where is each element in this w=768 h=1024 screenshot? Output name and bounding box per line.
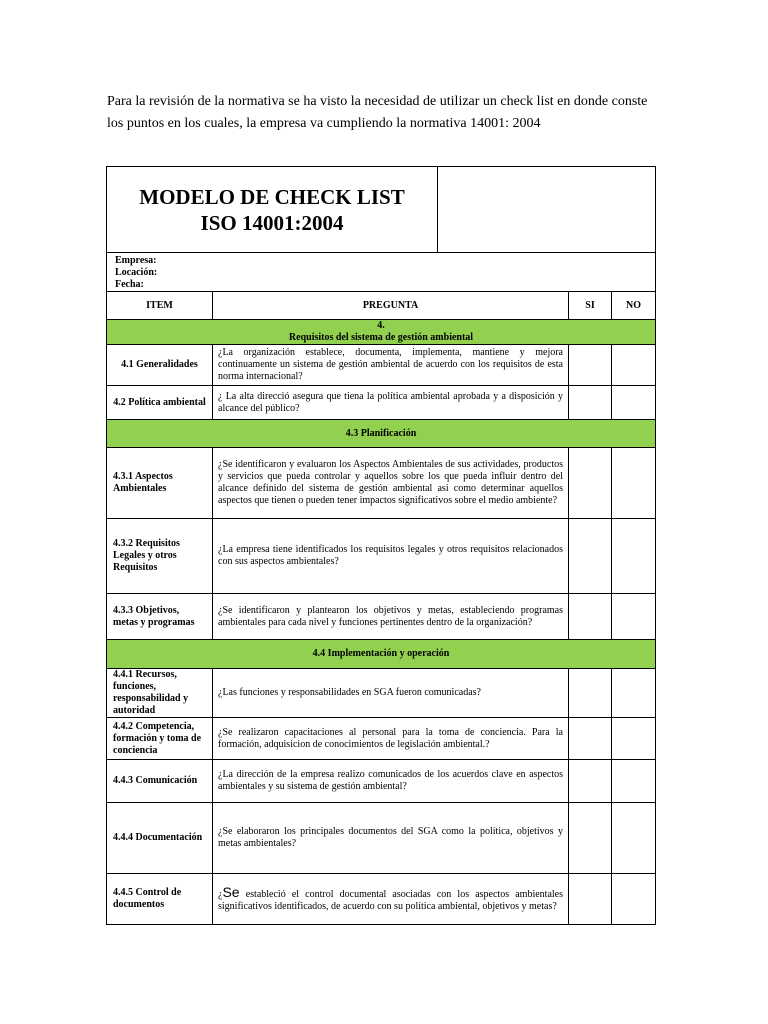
question-prefix: ¿ xyxy=(218,888,223,900)
si-answer-cell[interactable] xyxy=(569,594,612,639)
row-question: ¿Se elaboraron los principales documentos del SGA como la política, objetivos y metas ambientales? xyxy=(213,803,569,873)
table-row xyxy=(107,669,655,718)
empresa-label: Empresa: xyxy=(115,255,157,266)
row-item: 4.4.4 Documentación xyxy=(107,803,213,873)
table-header-block xyxy=(107,167,655,253)
row-item: 4.1 Generalidades xyxy=(107,345,213,385)
column-header-row xyxy=(107,292,655,320)
row-item: 4.4.3 Comunicación xyxy=(107,760,213,802)
locacion-label: Locación: xyxy=(115,267,158,278)
row-item: 4.3.1 Aspectos Ambientales xyxy=(107,448,213,518)
question-big-word: Se xyxy=(222,883,240,900)
row-question: ¿La organización establece, documenta, implementa, mantiene y mejora continuamente un sistema de gestión ambiental de acuerdo con los requisitos de esta norma internacional? xyxy=(213,345,569,385)
table-row xyxy=(107,718,655,760)
si-answer-cell[interactable] xyxy=(569,874,612,924)
section-title: Requisitos del sistema de gestión ambiental xyxy=(288,332,474,343)
table-row xyxy=(107,519,655,594)
si-answer-cell[interactable] xyxy=(569,760,612,802)
section-header xyxy=(107,320,655,345)
question-rest: estableció el control documental asociadas con los aspectos ambientales significativos identificados, de acuerdo con su política ambiental, objetivos y metas? xyxy=(218,888,563,912)
si-answer-cell[interactable] xyxy=(569,448,612,518)
si-answer-cell[interactable] xyxy=(569,519,612,593)
col-pregunta-header: PREGUNTA xyxy=(213,292,569,319)
no-answer-cell[interactable] xyxy=(612,718,655,759)
section-title: 4.4 Implementación y operación xyxy=(312,648,450,659)
table-row xyxy=(107,760,655,803)
no-answer-cell[interactable] xyxy=(612,594,655,639)
row-question xyxy=(213,874,569,924)
row-question: ¿Se identificaron y plantearon los objetivos y metas, estableciendo programas ambientales para cada nivel y funciones pertinentes dentro de la organización? xyxy=(213,594,569,639)
section-header xyxy=(107,640,655,669)
col-item-header: ITEM xyxy=(107,292,213,319)
table-row xyxy=(107,594,655,640)
si-answer-cell[interactable] xyxy=(569,803,612,873)
no-answer-cell[interactable] xyxy=(612,345,655,385)
intro-paragraph: Para la revisión de la normativa se ha visto la necesidad de utilizar un check list en donde conste los puntos en los cuales, la empresa va cumpliendo la normativa 14001: 2004 xyxy=(107,94,648,131)
row-item: 4.3.2 Requisitos Legales y otros Requisitos xyxy=(107,519,213,593)
col-si-header: SI xyxy=(569,292,612,319)
row-item: 4.3.3 Objetivos, metas y programas xyxy=(107,594,213,639)
table-row xyxy=(107,386,655,420)
no-answer-cell[interactable] xyxy=(612,803,655,873)
row-item: 4.4.1 Recursos, funciones, responsabilidad y autoridad xyxy=(107,669,213,717)
row-question: ¿Se identificaron y evaluaron los Aspectos Ambientales de sus actividades, productos y servicios que pueda controlar y aquellos sobre los que pueda influir dentro del alcance definido del sistema de gestión ambiental asi como determinar aquellos aspectos que tienen o pueden tener impactos significativos sobre el medio ambiente? xyxy=(213,448,569,518)
table-row xyxy=(107,803,655,874)
row-question: ¿Las funciones y responsabilidades en SGA fueron comunicadas? xyxy=(213,669,569,717)
si-answer-cell[interactable] xyxy=(569,386,612,419)
no-answer-cell[interactable] xyxy=(612,386,655,419)
row-item: 4.4.5 Control de documentos xyxy=(107,874,213,924)
logo-placeholder xyxy=(438,167,655,252)
title-box xyxy=(107,167,438,252)
col-no-header: NO xyxy=(626,300,641,311)
table-row xyxy=(107,448,655,519)
row-question: ¿La dirección de la empresa realizo comunicados de los acuerdos clave en aspectos ambientales y su sistema de gestión ambiental? xyxy=(213,760,569,802)
row-question: ¿La empresa tiene identificados los requisitos legales y otros requisitos relacionados con sus aspectos ambientales? xyxy=(213,519,569,593)
checklist-subtitle: ISO 14001:2004 xyxy=(200,210,344,235)
si-answer-cell[interactable] xyxy=(569,718,612,759)
fecha-label: Fecha: xyxy=(115,279,144,290)
si-answer-cell[interactable] xyxy=(569,345,612,385)
row-question: ¿ La alta direcció asegura que tiena la política ambiental aprobada y a disposición y alcance del público? xyxy=(213,386,569,419)
checklist-title: MODELO DE CHECK LIST xyxy=(139,184,405,209)
no-answer-cell[interactable] xyxy=(612,519,655,593)
table-row xyxy=(107,345,655,386)
no-answer-cell[interactable] xyxy=(612,760,655,802)
si-answer-cell[interactable] xyxy=(569,669,612,717)
no-answer-cell[interactable] xyxy=(612,874,655,924)
meta-block xyxy=(107,253,655,292)
row-question: ¿Se realizaron capacitaciones al personal para la toma de conciencia. Para la formación, adquisicion de conocimientos de legislación ambiental.? xyxy=(213,718,569,759)
section-title: 4.3 Planificación xyxy=(345,427,417,439)
row-item: 4.2 Política ambiental xyxy=(107,386,213,419)
no-answer-cell[interactable] xyxy=(612,448,655,518)
table-row xyxy=(107,874,655,924)
row-item: 4.4.2 Competencia, formación y toma de conciencia xyxy=(107,718,213,759)
checklist-table xyxy=(106,166,656,925)
no-answer-cell[interactable] xyxy=(612,669,655,717)
section-header xyxy=(107,420,655,448)
section-number: 4. xyxy=(377,320,385,331)
